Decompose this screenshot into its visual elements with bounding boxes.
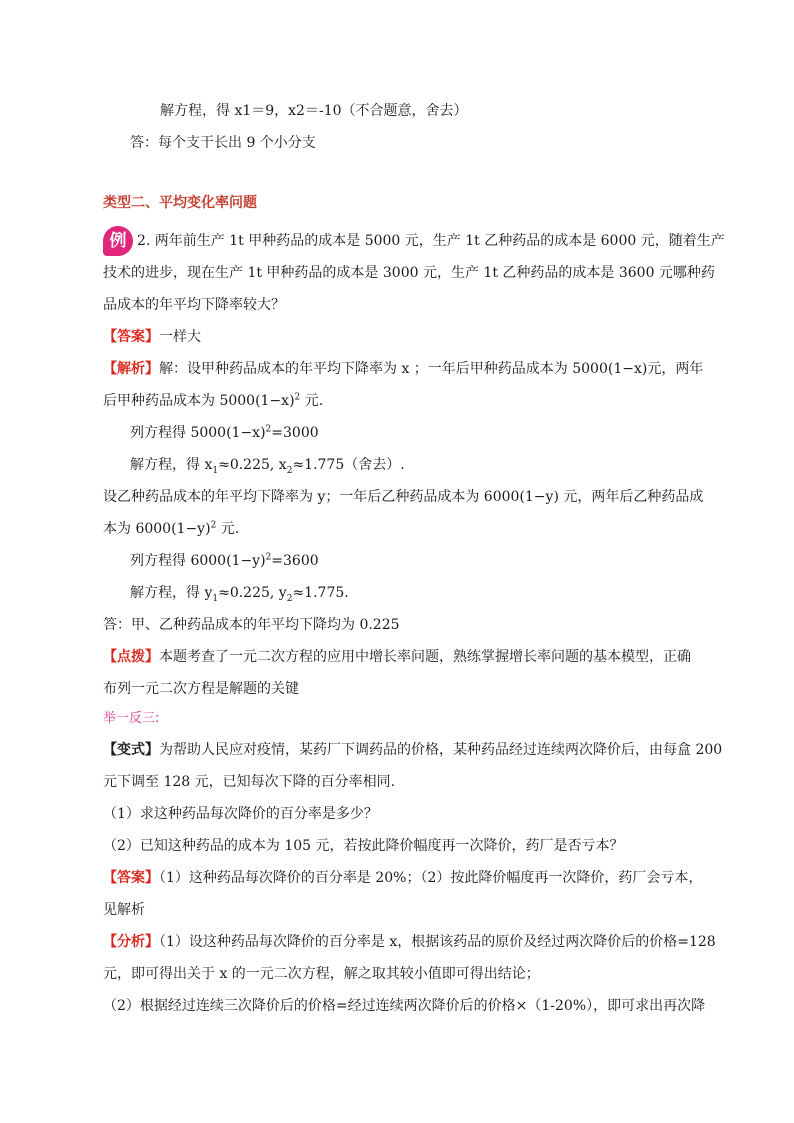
example-badge-icon: 例	[103, 226, 133, 256]
analysis-text: （1）设这种药品每次降价的百分率是 x，根据该药品的原价及经过两次降价后的价格=128	[159, 934, 716, 950]
section-title: 类型二、平均变化率问题	[103, 195, 257, 211]
solution-text: ≈0.225, y	[218, 585, 287, 601]
practice-heading: 举一反三:	[103, 711, 160, 726]
subscript: 1	[212, 465, 219, 476]
analysis-text: 元.	[300, 393, 324, 409]
subscript: 2	[286, 593, 293, 604]
analysis-line: （2）根据经过连续三次降价后的价格=经过连续两次降价后的价格×（1-20%），即可求出再次降	[103, 998, 706, 1014]
analysis-tag: 【分析】	[103, 934, 159, 950]
variant-subquestion: （2）已知这种药品的成本为 105 元，若按此降价幅度再一次降价，药厂是否亏本？	[103, 838, 624, 854]
exponent: 2	[294, 392, 301, 403]
solution-text: ≈1.775.	[292, 585, 349, 601]
exponent: 2	[210, 520, 217, 531]
hint-text: 本题考查了一元二次方程的应用中增长率问题，熟练掌握增长率问题的基本模型，正确	[159, 649, 691, 665]
solution-text: 解方程，得 y	[130, 585, 213, 601]
analysis-line: 元，即可得出关于 x 的一元二次方程，解之取其较小值即可得出结论；	[103, 966, 540, 982]
variant-tag: 【变式】	[103, 742, 159, 758]
analysis-line	[103, 391, 323, 411]
answer-row	[103, 327, 201, 347]
exponent: 2	[265, 552, 272, 563]
analysis-line	[130, 551, 319, 571]
equation-text: =3600	[271, 553, 319, 569]
subscript: 2	[286, 465, 293, 476]
analysis-row	[103, 932, 716, 952]
answer-row	[103, 868, 702, 888]
equation-text: 列方程得 5000(1−x)	[130, 425, 266, 441]
solution-line: 解方程，得 x1＝9，x2＝-10（不合题意，舍去）	[160, 103, 468, 119]
variant-row	[103, 740, 722, 760]
analysis-line	[130, 583, 349, 603]
hint-row	[103, 647, 691, 667]
solution-text: 解方程，得 x	[130, 457, 213, 473]
equation-text: 列方程得 6000(1−y)	[130, 553, 266, 569]
analysis-line: 设乙种药品成本的年平均下降率为 y；一年后乙种药品成本为 6000(1−y) 元，两年后乙种药品成	[103, 489, 704, 505]
analysis-tag: 【解析】	[103, 361, 159, 377]
variant-line: 元下调至 128 元，已知每次下降的百分率相同.	[103, 774, 396, 790]
analysis-conclusion: 答：甲、乙种药品成本的年平均下降均为 0.225	[103, 617, 400, 633]
analysis-text: 解：设甲种药品成本的年平均下降率为 x ；一年后甲种药品成本为 5000(1−x)元，两年	[159, 361, 704, 377]
analysis-text: 本为 6000(1−y)	[103, 521, 211, 537]
analysis-line	[103, 519, 239, 539]
equation-text: =3000	[271, 425, 319, 441]
example-question-line: 2. 两年前生产 1t 甲种药品的成本是 5000 元，生产 1t 乙种药品的成本是 6000 元，随着生产	[137, 233, 725, 249]
answer-line: 见解析	[103, 902, 145, 918]
answer-text: 一样大	[159, 329, 201, 345]
analysis-row	[103, 359, 703, 379]
analysis-text: 元.	[216, 521, 240, 537]
solution-text: ≈0.225, x	[218, 457, 287, 473]
variant-text: 为帮助人民应对疫情，某药厂下调药品的价格，某种药品经过连续两次降价后，由每盒 200	[159, 742, 723, 758]
analysis-line	[130, 423, 319, 443]
variant-subquestion: （1）求这种药品每次降价的百分率是多少？	[103, 806, 378, 822]
hint-tag: 【点拨】	[103, 649, 159, 665]
analysis-line	[130, 455, 405, 475]
analysis-text: 后甲种药品成本为 5000(1−x)	[103, 393, 295, 409]
example-question-line: 品成本的年平均下降率较大？	[103, 297, 285, 313]
subscript: 1	[212, 593, 219, 604]
answer-tag: 【答案】	[103, 329, 159, 345]
hint-line: 布列一元二次方程是解题的关键	[103, 681, 299, 697]
exponent: 2	[265, 424, 272, 435]
example-question-line: 技术的进步，现在生产 1t 甲种药品的成本是 3000 元，生产 1t 乙种药品的成本是 3600 元哪种药	[103, 265, 715, 281]
answer-tag: 【答案】	[103, 870, 159, 886]
answer-line: 答：每个支干长出 9 个小分支	[130, 135, 316, 151]
answer-text: （1）这种药品每次降价的百分率是 20%；（2）按此降价幅度再一次降价，药厂会亏本，	[159, 870, 703, 886]
solution-text: ≈1.775（舍去）.	[292, 457, 405, 473]
